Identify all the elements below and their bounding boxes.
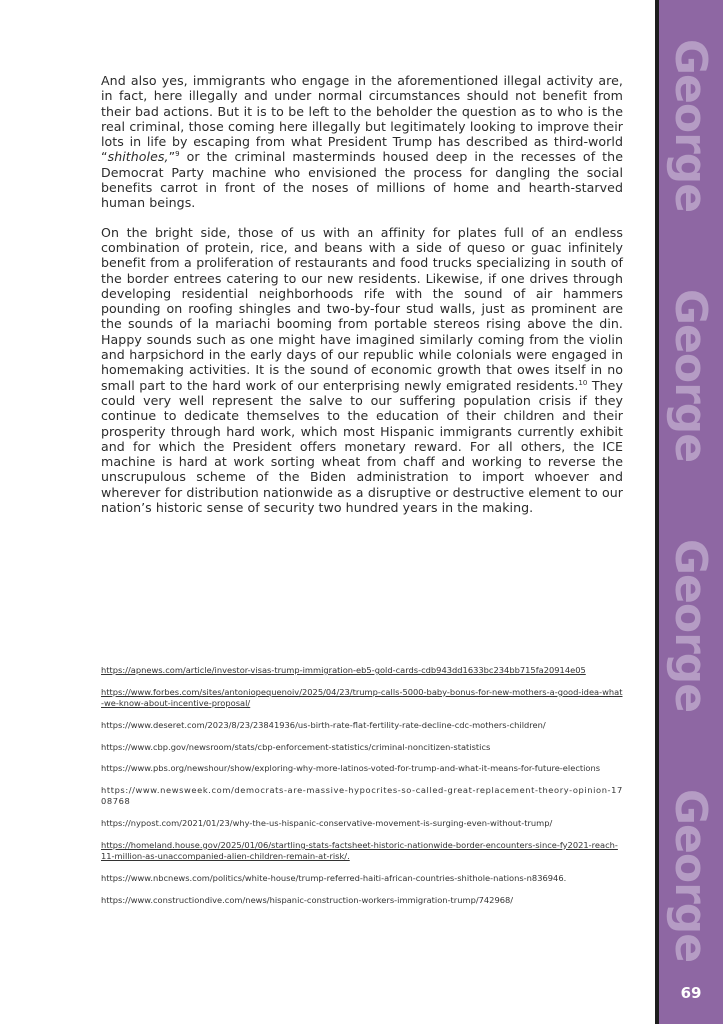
references-list (101, 665, 623, 916)
reference-link[interactable]: https://www.cbp.gov/newsroom/stats/cbp-enforcement-statistics/criminal-noncitizen-statistics (101, 741, 491, 752)
paragraph-1-text-c: or the criminal masterminds housed deep in the recesses of the Democrat Party machine who envisioned the process for dangling the social benefits carrot in front of the noses of millions of home and hearth-starved human beings. (101, 149, 623, 211)
footnote-marker-10: 10 (578, 378, 588, 387)
reference-link[interactable]: https://www.deseret.com/2023/8/23/23841936/us-birth-rate-flat-fertility-rate-decline-cdc-mothers-children/ (101, 719, 546, 730)
sidebar-watermark: George (665, 538, 717, 712)
reference-link[interactable]: https://www.constructiondive.com/news/hispanic-construction-workers-immigration-trump/742968/ (101, 894, 514, 905)
paragraph-2-text-a: On the bright side, those of us with an affinity for plates full of an endless combination of protein, rice, and beans with a side of queso or guac infinitely benefit from a proliferation of restaurants and food trucks specializing in south of the border entrees catering to our new residents. Likewise, if one drives through developing residential neighborhoods rife with the sound of air hammers pounding on roofing shingles and two-by-four stud walls, just as prominent are the sounds of la mariachi booming from portable stereos rising above the din. Happy sounds such as one might have imagined similarly coming from the violin and harpsichord in the early days of our republic while colonials were engaged in homemaking activities. It is the sound of economic growth that owes itself in no small part to the hard work of our enterprising newly emigrated residents. (101, 224, 623, 393)
paragraph-2 (101, 225, 623, 516)
sidebar-band (659, 0, 723, 1024)
reference-link[interactable]: https://www.pbs.org/newshour/show/exploring-why-more-latinos-voted-for-trump-and-what-it-means-for-future-elections (101, 763, 601, 774)
paragraph-1 (101, 73, 623, 211)
sidebar-watermark: George (665, 38, 717, 212)
page-number: 69 (680, 984, 702, 1002)
paragraph-1-text-a: And also yes, immigrants who engage in the aforementioned illegal activity are, in fact, here illegally and under normal circumstances should not benefit from their bad actions. But it is to be left to the beholder the question as to who is the real criminal, those coming here illegally but legitimately looking to improve their lots in life by escaping from what President Trump has described as third-world “ (101, 73, 623, 165)
reference-link[interactable]: https://www.newsweek.com/democrats-are-massive-hypocrites-so-called-great-replacement-theory-opinion-1708768 (101, 784, 623, 807)
body-text (101, 73, 623, 515)
reference-link[interactable]: https://homeland.house.gov/2025/01/06/startling-stats-factsheet-historic-nationwide-border-encounters-since-fy2021-reach-11-million-as-unaccompanied-alien-children-remain-at-risk/. (101, 839, 618, 862)
footnote-marker-9: 9 (175, 150, 180, 159)
paragraph-1-quote: ” (168, 149, 176, 165)
paragraph-1-italic: shitholes, (107, 149, 169, 165)
reference-link[interactable]: https://www.nbcnews.com/politics/white-house/trump-referred-haiti-african-countries-shithole-nations-n836946. (101, 873, 567, 883)
paragraph-2-text-b: They could very well represent the salve to our suffering population crisis if they continue to dedicate themselves to the education of their children and their prosperity through hard work, which most Hispanic immigrants currently exhibit and for which the President offers monetary reward. For all others, the ICE machine is hard at work sorting wheat from chaff and working to reverse the unscrupulous scheme of the Biden administration to import whoever and wherever for distribution nationwide as a disruptive or destructive element to our nation’s historic sense of security two hundred years in the making. (101, 377, 623, 516)
reference-link[interactable]: https://apnews.com/article/investor-visas-trump-immigration-eb5-gold-cards-cdb943dd1633bc234bb715fa20914e05 (101, 665, 586, 675)
sidebar-watermark: George (665, 788, 717, 962)
sidebar-watermark: George (665, 288, 717, 462)
reference-link[interactable]: https://www.forbes.com/sites/antoniopequenoiv/2025/04/23/trump-calls-5000-baby-bonus-for-new-mothers-a-good-idea-what-we-know-about-incentive-proposal/ (101, 686, 623, 709)
reference-link[interactable]: https://nypost.com/2021/01/23/why-the-us-hispanic-conservative-movement-is-surging-even-without-trump/ (101, 818, 553, 829)
